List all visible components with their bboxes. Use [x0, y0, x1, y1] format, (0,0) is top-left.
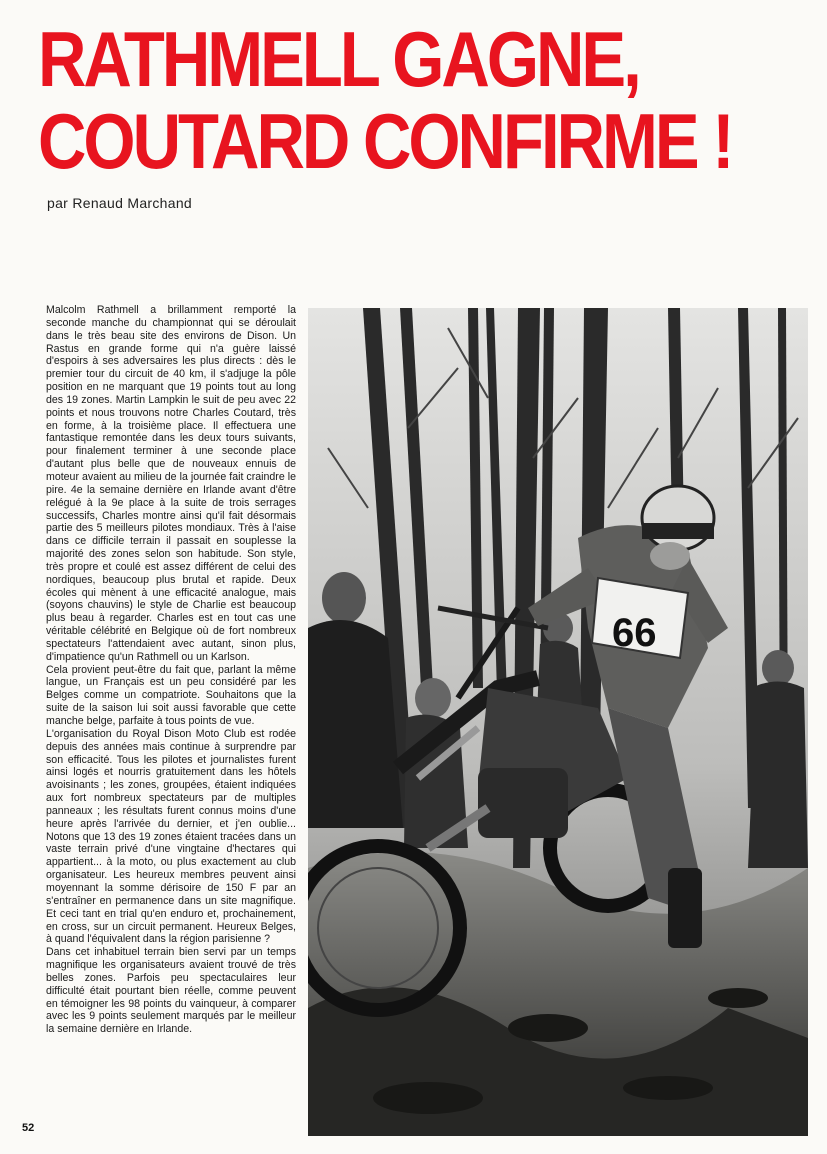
page-number: 52 [22, 1122, 35, 1134]
article-paragraph-3: L'organisation du Royal Dison Moto Club est rodée depuis des années mais continue à surprendre par son efficacité. Tous les pilotes et journalistes furent ainsi logés et nourris gratuitement dans les hôtels avoisinants ; les zones, groupées, étaient indiquées aux fort nombreux spectateurs par de multiples panneaux ; les résultats furent connus moins d'une heure après l'arrivée du dernier, et j'en oublie... Notons que 13 des 19 zones étaient tracées dans un vaste terrain privé d'une vingtaine d'hectares qui appartient... à la moto, ou plus exactement au club organisateur. Les heureux membres peuvent ainsi moyennant la somme dérisoire de 150 F par an s'entraîner en permanence dans un site magnifique. Et ceci tant en trial qu'en enduro et, prochainement, en cross, sur un circuit permanent. Heureux Belges, à quand l'équivalent dans la région parisienne ? [46, 727, 296, 946]
byline: par Renaud Marchand [47, 195, 193, 211]
photo-illustration [308, 308, 808, 1136]
headline-line-1: RATHMELL GAGNE, [38, 15, 639, 103]
headline [38, 15, 732, 185]
headline-line-2: COUTARD CONFIRME ! [38, 97, 732, 185]
trial-rider-photo [308, 308, 808, 1136]
article-paragraph-1: Malcolm Rathmell a brillamment remporté la seconde manche du championnat qui se déroulait dans le très beau site des environs de Dison. Un Rastus en grande forme qui n'a guère laissé d'espoirs à ses adversaires les plus directs : dès le premier tour du circuit de 40 km, il s'adjuge la pôle position en ne marquant que 19 points tout au long des 19 zones. Martin Lampkin le suit de peu avec 22 points et nous trouvons notre Charles Coutard, très en forme, à la troisième place. Il effectuera une fantastique remontée dans les deux tours suivants, pour finalement terminer à une seconde place d'autant plus belle que de nouveaux ennuis de moteur avaient au milieu de la journée fait craindre le pire. 4e la semaine dernière en Irlande avant d'être relégué à la 9e place à la suite de trois serrages successifs, Charles montre ainsi qu'il fait désormais partie des 5 meilleurs pilotes mondiaux. Très à l'aise dans ce difficile terrain il passait en souplesse la majorité des zones selon son habitude. Son style, très propre et coulé est assez différent de celui des nordiques, beaucoup plus brutal et rapide. Deux écoles qui mènent à une efficacité analogue, mais (soyons chauvins) le style de Charlie est beaucoup plus beau à regarder. Charles est en tout cas une véritable célébrité en Belgique où de fort nombreux spectateurs l'attendaient avec autant, sinon plus, d'impatience qu'un Rathmell ou un Karlson. [46, 304, 296, 663]
article-paragraph-2: Cela provient peut-être du fait que, parlant la même langue, un Français est un peu considéré par les Belges comme un compatriote. Souhaitons que la suite de la saison lui soit aussi favorable que cette manche belge, parfaite à tous points de vue. [46, 663, 296, 727]
article-paragraph-4: Dans cet inhabituel terrain bien servi par un temps magnifique les organisateurs avaient trouvé de très belles zones. Parfois peu spectaculaires leur difficulté était pourtant bien réelle, comme peuvent en témoigner les 98 points du vainqueur, à comparer avec les 9 points seulement marqués par le meilleur la semaine dernière en Irlande. [46, 946, 296, 1036]
race-number: 66 [612, 611, 657, 655]
article-body [46, 304, 296, 1036]
